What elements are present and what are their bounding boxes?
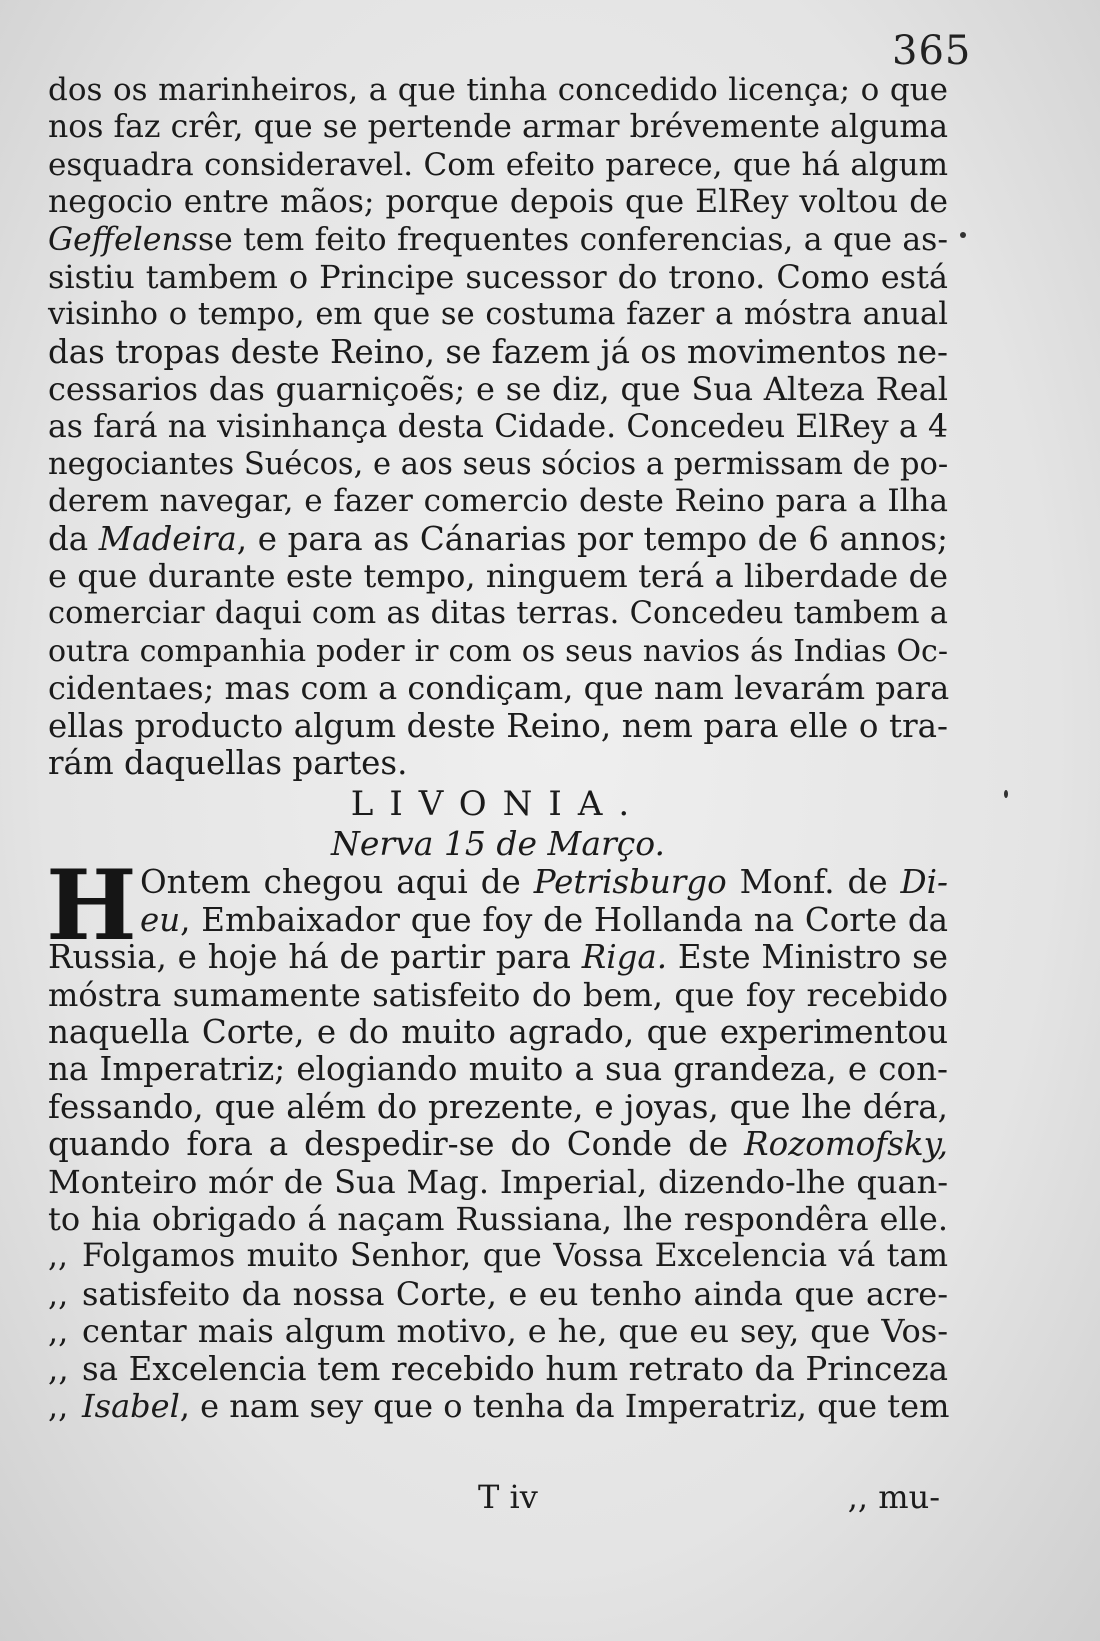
text-line-part: , Embaixador que foy de Hollanda na Corte da — [180, 900, 948, 939]
text-line — [48, 902, 948, 939]
text-line-part: quando fora a despedir-se do Conde de — [48, 1125, 729, 1164]
text-line-part: Monf. de — [739, 863, 888, 902]
dateline: Nerva 15 de Março. — [330, 824, 666, 864]
ink-speck — [960, 232, 966, 238]
text-line: móstra sumamente satisfeito do bem, que foy recebido — [48, 975, 948, 1014]
quote-mark: ,, — [48, 1238, 69, 1275]
person-name-italic: Rozomofsky, — [744, 1125, 948, 1164]
text-line-part: satisfeito da nossa Corte, e eu tenho ainda que acre- — [82, 1274, 948, 1313]
place-name-italic: Madeira — [98, 519, 237, 558]
text-line-part: , e para as Cánarias por tempo de 6 annos; — [236, 519, 948, 558]
person-name-italic: Isabel — [82, 1386, 180, 1425]
section-heading: LIVONIA. — [350, 784, 646, 825]
text-line: sistiu tambem o Principe sucessor do trono. Como está — [48, 257, 948, 296]
text-line: e que durante este tempo, ninguem terá a liberdade de — [48, 557, 948, 596]
text-line-part: sa Excelencia tem recebido hum retrato da Princeza — [82, 1349, 948, 1388]
text-line-part: centar mais algum motivo, e he, que eu sey, que Vos- — [82, 1312, 948, 1351]
text-line-part: da — [48, 519, 89, 558]
text-line: outra companhia poder ir com os seus navios ás Indias Oc- — [48, 633, 948, 669]
text-line — [48, 1126, 948, 1163]
text-line: cessarios das guarniçoẽs; e se diz, que Sua Alteza Real — [48, 370, 948, 409]
text-line: dos os marinheiros, a que tinha concedido licença; o que — [48, 72, 948, 108]
paragraph-livonia-news — [46, 849, 950, 1425]
page-footer — [60, 1478, 940, 1518]
page-number: 365 — [892, 28, 972, 74]
text-line: visinho o tempo, em que se costuma fazer a móstra anual — [48, 297, 948, 333]
text-line: negocio entre mãos; porque depois que ElRey voltou de — [48, 184, 948, 221]
ink-speck — [1004, 790, 1008, 798]
text-line: negociantes Suécos, e aos seus sócios a permissam de po- — [48, 446, 949, 482]
text-line: comerciar daqui com as ditas terras. Concedeu tambem a — [48, 596, 948, 632]
text-line-part: , e nam sey que o tenha da Imperatriz, que tem — [179, 1386, 950, 1425]
place-name-italic: Geffelens — [48, 221, 198, 258]
drop-cap: H — [46, 849, 137, 963]
text-line-part: Russia, e hoje há de partir para — [48, 938, 571, 977]
signature-mark: T iv — [478, 1478, 538, 1516]
quoted-line — [48, 1388, 948, 1425]
place-name-italic: Petrisburgo — [533, 863, 727, 902]
quote-mark: ,, — [48, 1386, 69, 1425]
text-block — [48, 72, 948, 1425]
text-line — [48, 864, 948, 901]
text-line: naquella Corte, e do muito agrado, que experimentou — [48, 1012, 948, 1051]
text-line: rám daquellas partes. — [48, 744, 408, 783]
person-name-italic: eu — [140, 900, 181, 939]
catchword: ,, mu- — [847, 1478, 940, 1516]
quoted-line — [48, 1351, 948, 1388]
person-name-italic: Di- — [900, 863, 948, 902]
quote-mark: ,, — [48, 1312, 69, 1351]
text-line — [48, 222, 948, 259]
paragraph-sweden-news — [48, 72, 948, 782]
text-line: Monteiro mór de Sua Mag. Imperial, dizendo-lhe quan- — [48, 1162, 948, 1201]
quoted-line — [48, 1313, 948, 1350]
quote-mark: ,, — [48, 1274, 69, 1313]
quoted-line — [48, 1276, 948, 1313]
text-line: as fará na visinhança desta Cidade. Concedeu ElRey a 4 — [48, 408, 948, 445]
text-line-part: se tem feito frequentes conferencias, a que as- — [197, 221, 948, 258]
text-line: nos faz crêr, que se pertende armar brévemente alguma — [48, 109, 948, 146]
text-line: ellas producto algum deste Reino, nem para elle o tra- — [48, 706, 948, 745]
text-line-part: Este Ministro se — [677, 938, 948, 977]
text-line-part: Ontem chegou aqui de — [140, 863, 521, 902]
text-line-part: Folgamos muito Senhor, que Vossa Excelencia vá tam — [82, 1238, 948, 1275]
text-line: to hia obrigado á naçam Russiana, lhe respondêra elle. — [48, 1199, 948, 1238]
text-line: esquadra consideravel. Com efeito parece, que há algum — [48, 146, 948, 183]
text-line — [48, 521, 948, 558]
place-name-italic: Riga. — [581, 938, 668, 977]
text-line: na Imperatriz; elogiando muito a sua grandeza, e con- — [48, 1050, 948, 1089]
text-line — [48, 939, 948, 976]
quote-mark: ,, — [48, 1349, 69, 1388]
text-line: cidentaes; mas com a condiçam, que nam levarám para — [48, 669, 950, 708]
text-line: fessando, que além do prezente, e joyas, que lhe déra, — [48, 1087, 948, 1126]
text-line: das tropas deste Reino, se fazem já os movimentos ne- — [48, 332, 948, 371]
text-line: derem navegar, e fazer comercio deste Reino para a Ilha — [48, 483, 948, 520]
quoted-line — [48, 1238, 948, 1275]
